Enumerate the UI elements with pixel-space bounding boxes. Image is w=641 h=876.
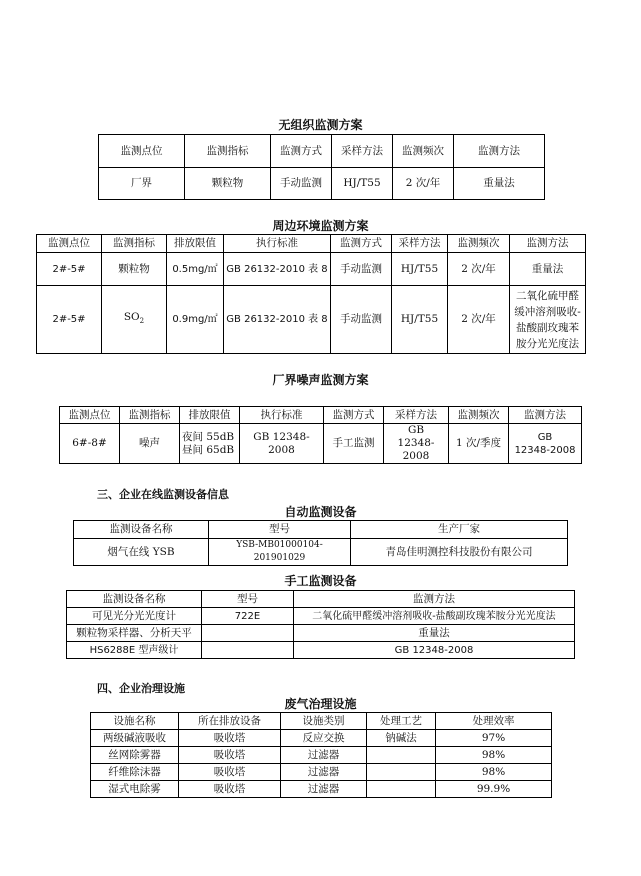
table-cell: 98% <box>436 747 552 764</box>
table-cell: 2 次/年 <box>393 168 454 200</box>
table-cell: HJ/T55 <box>392 286 448 354</box>
table-cell: GB 26132-2010 表 8 <box>224 253 331 286</box>
table-cell: 可见光分光光度计 <box>67 608 202 625</box>
header-cell: 监测点位 <box>99 135 185 168</box>
table-cell <box>202 625 294 642</box>
table-cell: GB 26132-2010 表 8 <box>224 286 331 354</box>
table-row <box>60 424 582 464</box>
auto-equipment-table <box>73 520 568 566</box>
table-cell: 颗粒物 <box>185 168 271 200</box>
header-cell: 监测设备名称 <box>74 521 209 539</box>
table-cell: 97% <box>436 730 552 747</box>
header-cell: 监测方式 <box>331 235 392 253</box>
table-cell: 过滤器 <box>281 781 367 798</box>
header-cell: 设施类别 <box>281 713 367 730</box>
table-cell: 98% <box>436 764 552 781</box>
header-cell: 型号 <box>202 591 294 608</box>
table-cell: 颗粒物 <box>102 253 167 286</box>
header-cell: 型号 <box>209 521 351 539</box>
table-cell: 0.9mg/㎡ <box>167 286 224 354</box>
table-cell <box>367 781 436 798</box>
table-cell: 吸收塔 <box>179 747 281 764</box>
table-cell: 0.5mg/㎡ <box>167 253 224 286</box>
table-header-row <box>99 135 545 168</box>
table-cell: HS6288E 型声级计 <box>67 642 202 659</box>
table-cell: 丝网除雾器 <box>91 747 179 764</box>
header-cell: 监测方式 <box>271 135 332 168</box>
table-cell <box>384 424 449 464</box>
table-row <box>91 747 552 764</box>
header-cell: 监测点位 <box>37 235 102 253</box>
table-cell <box>367 747 436 764</box>
section-heading-4: 四、企业治理设施 <box>97 682 185 695</box>
header-cell: 监测指标 <box>102 235 167 253</box>
table-cell: 湿式电除雾 <box>91 781 179 798</box>
table-cell: GB 12348-2008 <box>240 424 324 464</box>
table-cell <box>509 424 582 464</box>
table-cell: 重量法 <box>510 253 586 286</box>
auto-equipment-title: 自动监测设备 <box>284 505 357 519</box>
sampling-line1: GB <box>407 424 425 436</box>
table-cell: 手工监测 <box>324 424 384 464</box>
header-cell: 监测方法 <box>510 235 586 253</box>
manual-equipment-table <box>66 590 575 659</box>
noise-monitoring-title: 厂界噪声监测方案 <box>272 373 369 387</box>
table-cell: 重量法 <box>454 168 545 200</box>
method-line1: GB <box>537 431 553 443</box>
table-cell: 颗粒物采样器、分析天平 <box>67 625 202 642</box>
so2-subscript: 2 <box>139 317 145 326</box>
so2-base: SO <box>123 310 140 323</box>
sampling-line2: 12348-2008 <box>397 437 435 462</box>
table-cell: 过滤器 <box>281 764 367 781</box>
table-cell: 吸收塔 <box>179 764 281 781</box>
table-cell: 反应交换 <box>281 730 367 747</box>
surrounding-monitoring-table <box>36 234 586 354</box>
table-cell: 重量法 <box>294 625 575 642</box>
header-cell: 监测频次 <box>449 407 509 424</box>
header-cell: 处理工艺 <box>367 713 436 730</box>
table-row <box>99 168 545 200</box>
table-cell: 纤维除沫器 <box>91 764 179 781</box>
table-row <box>67 625 575 642</box>
header-cell: 所在排放设备 <box>179 713 281 730</box>
surrounding-monitoring-title: 周边环境监测方案 <box>272 219 369 233</box>
header-cell: 执行标准 <box>240 407 324 424</box>
table-cell: 噪声 <box>120 424 180 464</box>
header-cell: 监测方法 <box>294 591 575 608</box>
table-cell: 6#-8# <box>60 424 120 464</box>
header-cell: 设施名称 <box>91 713 179 730</box>
table-row <box>67 608 575 625</box>
header-cell: 监测频次 <box>393 135 454 168</box>
header-cell: 采样方法 <box>392 235 448 253</box>
table-cell: YSB-MB01000104-201901029 <box>209 539 351 566</box>
table-cell: 两级碱液吸收 <box>91 730 179 747</box>
table-header-row <box>37 235 586 253</box>
header-cell: 监测设备名称 <box>67 591 202 608</box>
table-cell: 2#-5# <box>37 253 102 286</box>
header-cell: 监测指标 <box>185 135 271 168</box>
table-header-row <box>91 713 552 730</box>
header-cell: 监测方法 <box>509 407 582 424</box>
table-row <box>91 781 552 798</box>
table-cell: 722E <box>202 608 294 625</box>
header-cell: 监测方法 <box>454 135 545 168</box>
unorganized-monitoring-title: 无组织监测方案 <box>278 118 363 132</box>
table-cell: 吸收塔 <box>179 730 281 747</box>
table-cell: GB 12348-2008 <box>294 642 575 659</box>
unorganized-monitoring-table <box>98 134 545 200</box>
header-cell: 监测方式 <box>324 407 384 424</box>
table-cell: 烟气在线 YSB <box>74 539 209 566</box>
manual-equipment-title: 手工监测设备 <box>284 574 357 588</box>
table-cell: HJ/T55 <box>332 168 393 200</box>
section-heading-3: 三、企业在线监测设备信息 <box>97 488 229 501</box>
table-cell: 厂界 <box>99 168 185 200</box>
header-cell: 排放限值 <box>180 407 240 424</box>
table-header-row <box>67 591 575 608</box>
table-cell: HJ/T55 <box>392 253 448 286</box>
table-cell: 2 次/年 <box>448 286 510 354</box>
table-cell: 过滤器 <box>281 747 367 764</box>
table-cell: 吸收塔 <box>179 781 281 798</box>
header-cell: 采样方法 <box>332 135 393 168</box>
header-cell: 监测频次 <box>448 235 510 253</box>
table-cell <box>202 642 294 659</box>
table-cell: 2#-5# <box>37 286 102 354</box>
table-cell: 钠碱法 <box>367 730 436 747</box>
table-row <box>37 253 586 286</box>
table-cell <box>180 424 240 464</box>
header-cell: 排放限值 <box>167 235 224 253</box>
table-cell: 二氧化硫甲醛缓冲溶剂吸收-盐酸副玫瑰苯胺分光光度法 <box>294 608 575 625</box>
header-cell: 执行标准 <box>224 235 331 253</box>
header-cell: 监测指标 <box>120 407 180 424</box>
table-cell: 青岛佳明测控科技股份有限公司 <box>351 539 568 566</box>
table-cell: 手动监测 <box>271 168 332 200</box>
method-line2: 12348-2008 <box>514 444 576 456</box>
table-cell: 1 次/季度 <box>449 424 509 464</box>
limit-night: 夜间 55dB <box>182 430 235 443</box>
table-row <box>74 539 568 566</box>
header-cell: 采样方法 <box>384 407 449 424</box>
limit-day: 昼间 65dB <box>182 443 235 456</box>
table-row <box>91 764 552 781</box>
table-row <box>37 286 586 354</box>
table-cell: 手动监测 <box>331 253 392 286</box>
table-cell <box>102 286 167 354</box>
table-header-row <box>60 407 582 424</box>
table-cell: 二氧化硫甲醛缓冲溶剂吸收-盐酸副玫瑰苯胺分光光度法 <box>510 286 586 354</box>
header-cell: 处理效率 <box>436 713 552 730</box>
table-cell <box>367 764 436 781</box>
header-cell: 生产厂家 <box>351 521 568 539</box>
table-cell: 2 次/年 <box>448 253 510 286</box>
table-cell: 手动监测 <box>331 286 392 354</box>
waste-gas-title: 废气治理设施 <box>284 697 357 711</box>
table-header-row <box>74 521 568 539</box>
header-cell: 监测点位 <box>60 407 120 424</box>
table-cell: 99.9% <box>436 781 552 798</box>
waste-gas-table <box>90 712 552 798</box>
table-row <box>91 730 552 747</box>
noise-monitoring-table <box>59 406 582 464</box>
table-row <box>67 642 575 659</box>
